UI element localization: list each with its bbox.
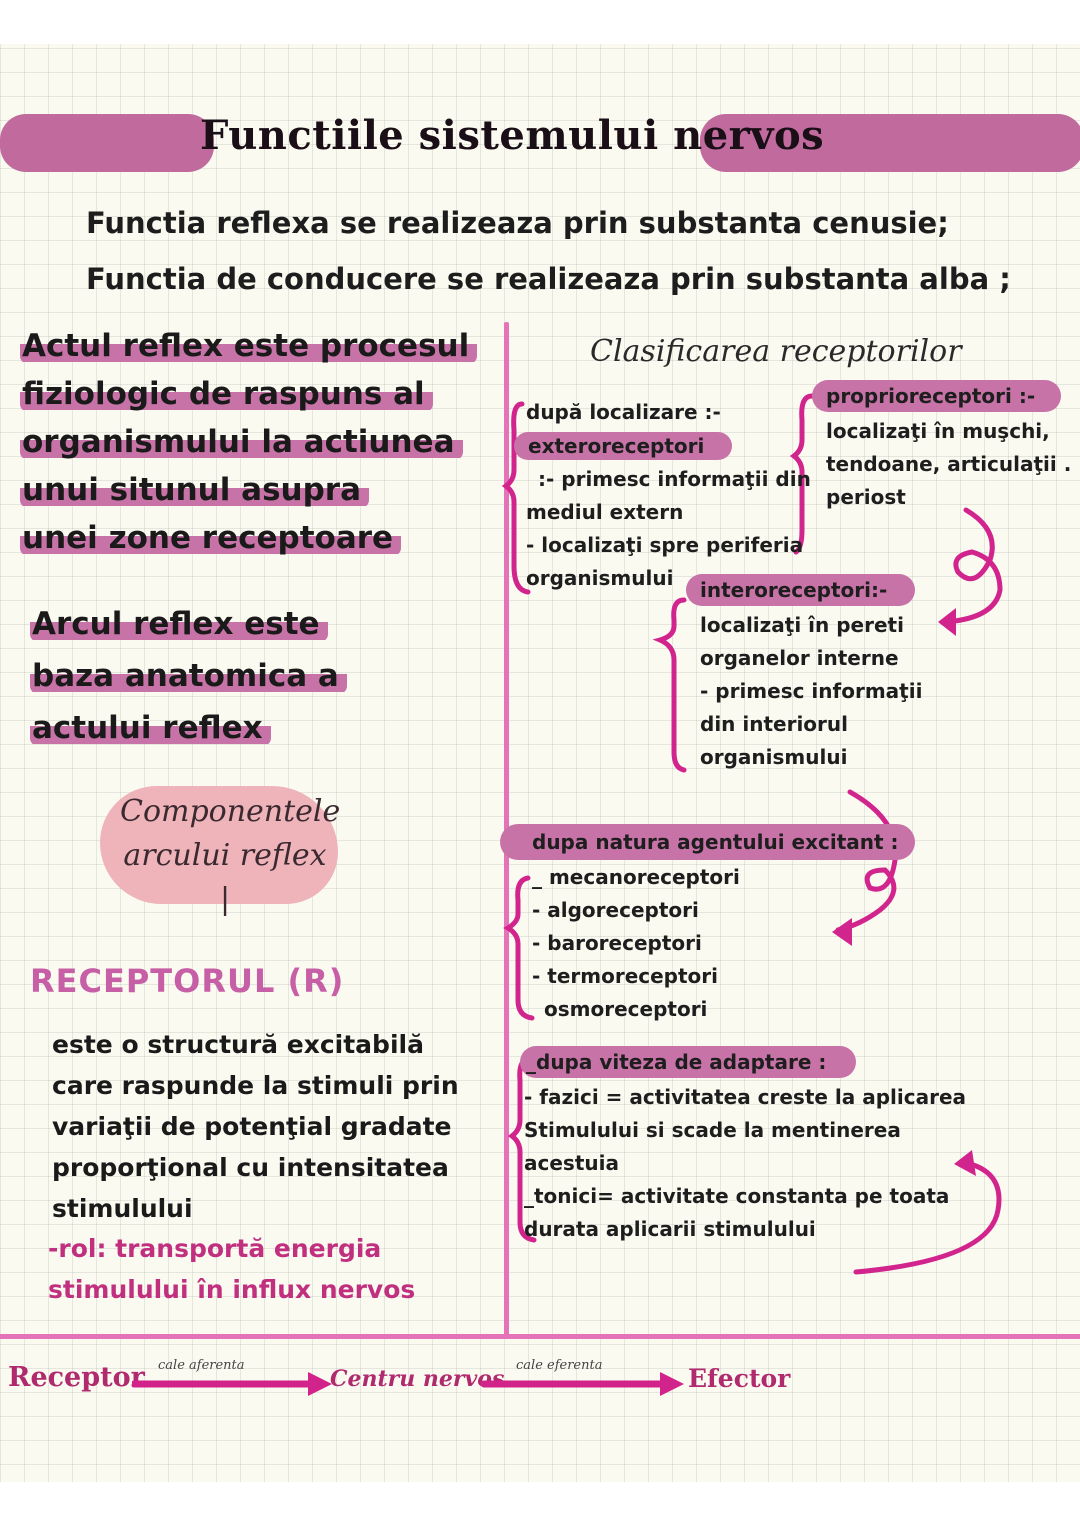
intero-line: - primesc informaţii [700,679,923,703]
efferent-arrow [480,1370,688,1398]
viteza-line: durata aplicarii stimulului [524,1217,816,1241]
flow-efferent-label: cale eferenta [516,1358,603,1373]
intero-line: din interiorul [700,712,849,736]
flow-afferent-label: cale aferenta [158,1358,245,1373]
components-line: Componentele [120,794,341,829]
viteza-block [520,1046,966,1246]
proprio-label: proprioreceptori :- [812,380,1061,412]
extero-block [514,430,811,595]
intro-reflex-function: Functia reflexa se realizeaza prin substanta cenusie; [86,206,949,240]
extero-line: - localizaţi spre periferia [526,533,804,557]
receptor-role-line: -rol: transportă energia [48,1234,382,1263]
viteza-label: _dupa viteza de adaptare : [520,1046,856,1078]
natura-item: - baroreceptori [532,931,702,955]
extero-line: organismului [526,566,674,590]
natura-item: osmoreceptori [544,997,708,1021]
extero-label: exteroreceptori [514,432,732,460]
proprio-line: tendoane, articulaţii . [826,452,1072,476]
proprio-line: localizaţi în muşchi, [826,419,1050,443]
classification-title: Clasificarea receptorilor [590,334,962,369]
intero-line: localizaţi în pereti [700,613,904,637]
curly-arrow-1 [946,510,1000,622]
act-reflex-line: organismului la actiunea [20,424,463,460]
receptor-line: este o structură excitabilă [52,1030,424,1059]
intero-brace [660,600,684,770]
flow-receptor: Receptor [8,1362,145,1393]
extero-line: mediul extern [526,500,684,524]
bottom-margin [0,1482,1080,1528]
components-line: arcului reflex | [123,838,327,917]
intro-conduction-function: Functia de conducere se realizeaza prin substanta alba ; [86,262,1011,296]
afferent-arrow [132,1370,336,1398]
flow-center: Centru nervos [330,1366,505,1392]
proprio-line: periost [826,485,906,509]
proprio-block [812,380,1071,514]
intero-line: organelor interne [700,646,899,670]
receptor-line: proporţional cu intensitatea [52,1153,449,1182]
act-reflex-line: unui situnul asupra [20,472,369,508]
natura-label: dupa natura agentului excitant : [500,824,915,860]
flow-effector: Efector [688,1364,791,1393]
receptor-title: RECEPTORUL (R) [30,962,345,1000]
receptor-role-line: stimulului în influx nervos [48,1275,416,1304]
viteza-line: _tonici= activitate constanta pe toata [524,1184,950,1208]
localizare-label: după localizare :- [526,400,721,424]
viteza-line: acestuia [524,1151,619,1175]
receptor-line: variaţii de potenţial gradate [52,1112,452,1141]
natura-item: _ mecanoreceptori [532,865,740,889]
extero-line: :- primesc informaţii din [538,467,811,491]
receptor-line: care raspunde la stimuli prin [52,1071,459,1100]
receptor-line: stimulului [52,1194,193,1223]
act-reflex-line: Actul reflex este procesul [20,328,477,364]
natura-item: - termoreceptori [532,964,719,988]
act-reflex-line: unei zone receptoare [20,520,401,556]
natura-item: - algoreceptori [532,898,699,922]
intero-block [686,574,922,774]
page-title: Functiile sistemului nervos [200,112,825,159]
act-reflex-line: fiziologic de raspuns al [20,376,433,412]
intero-label: interoreceptori:- [686,574,915,606]
arrow-head-1 [938,608,956,636]
arc-reflex-line: baza anatomica a [30,658,347,694]
intero-line: organismului [700,745,848,769]
viteza-line: Stimulului si scade la mentinerea [524,1118,901,1142]
arc-reflex-line: actului reflex [30,710,271,746]
arc-reflex-line: Arcul reflex este [30,606,328,642]
viteza-line: - fazici = activitatea creste la aplicarea [524,1085,967,1109]
natura-block [500,826,915,1026]
